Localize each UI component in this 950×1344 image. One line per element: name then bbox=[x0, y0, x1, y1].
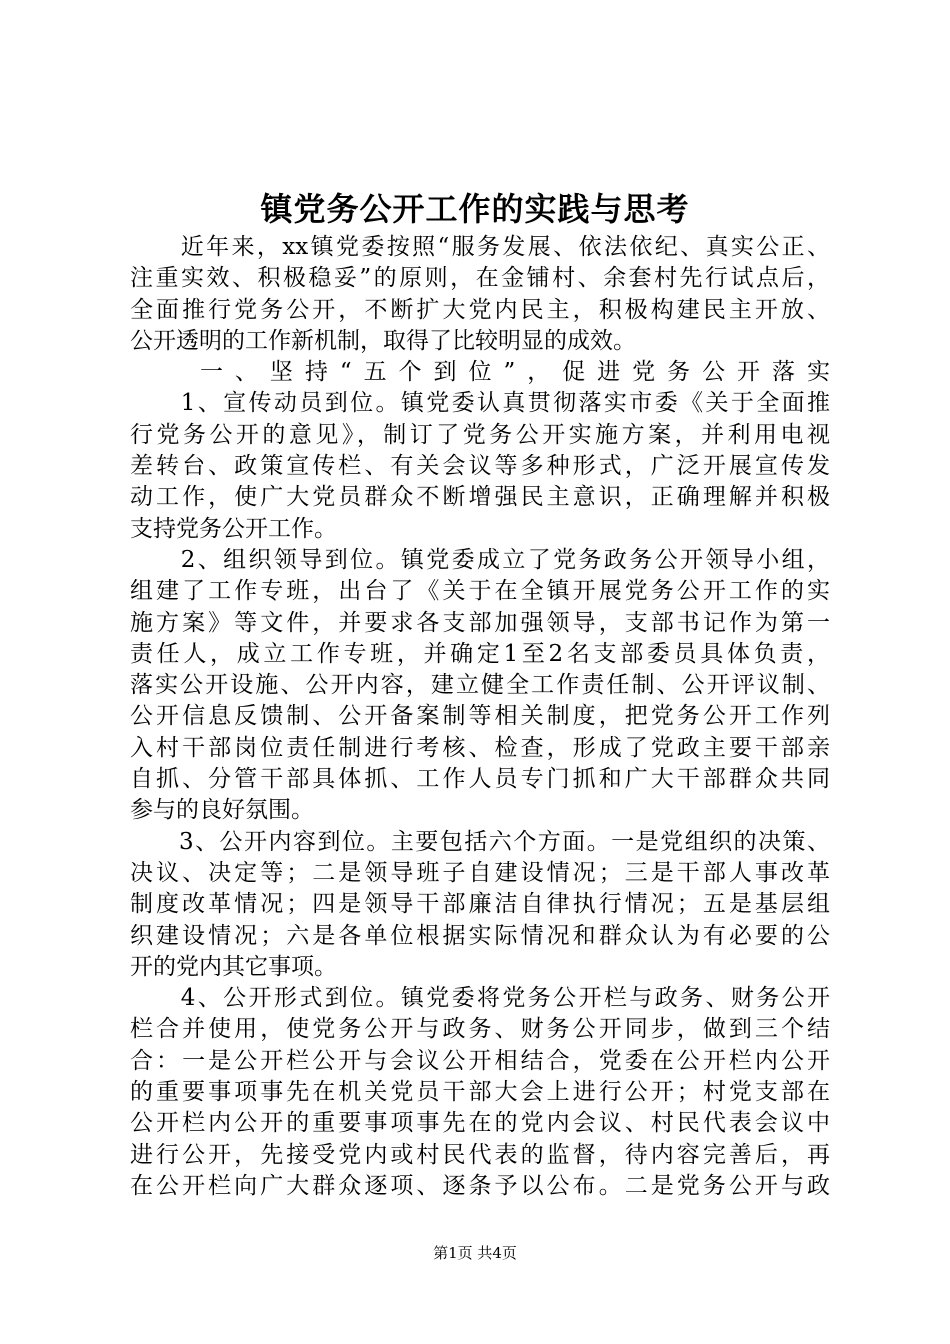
text-line: 栏合并使用，使党务公开与政务、财务公开同步，做到三个结 bbox=[130, 1016, 830, 1043]
text-line: 公开栏内公开的重要事项事先在的党内会议、村民代表会议中 bbox=[130, 1110, 830, 1137]
text-line: 支持党务公开工作。 bbox=[130, 515, 337, 542]
text-line: 开的党内其它事项。 bbox=[130, 953, 337, 980]
text-line: 2、组织领导到位。镇党委成立了党务政务公开领导小组， bbox=[130, 546, 830, 573]
text-line: 公开信息反馈制、公开备案制等相关制度，把党务公开工作列 bbox=[130, 703, 830, 730]
text-line: 1、宣传动员到位。镇党委认真贯彻落实市委《关于全面推 bbox=[130, 390, 830, 417]
text-line: 公开透明的工作新机制，取得了比较明显的成效。 bbox=[130, 327, 636, 354]
text-line: 自抓、分管干部具体抓、工作人员专门抓和广大干部群众共同 bbox=[130, 766, 830, 793]
text-line: 进行公开，先接受党内或村民代表的监督，待内容完善后，再 bbox=[130, 1141, 830, 1168]
document-title: 镇党务公开工作的实践与思考 bbox=[260, 190, 690, 228]
text-line: 行党务公开的意见》，制订了党务公开实施方案，并利用电视 bbox=[130, 421, 830, 448]
text-line: 合：一是公开栏公开与会议公开相结合，党委在公开栏内公开 bbox=[130, 1047, 830, 1074]
text-line: 4、公开形式到位。镇党委将党务公开栏与政务、财务公开 bbox=[130, 985, 830, 1012]
text-line: 差转台、政策宣传栏、有关会议等多种形式，广泛开展宣传发 bbox=[130, 453, 830, 480]
text-line: 织建设情况；六是各单位根据实际情况和群众认为有必要的公 bbox=[130, 922, 830, 949]
text-line: 动工作，使广大党员群众不断增强民主意识，正确理解并积极 bbox=[130, 484, 830, 511]
text-line: 的重要事项事先在机关党员干部大会上进行公开；村党支部在 bbox=[130, 1079, 830, 1106]
text-line: 注重实效、积极稳妥”的原则，在金铺村、余套村先行试点后， bbox=[130, 265, 830, 292]
text-line: 制度改革情况；四是领导干部廉洁自律执行情况；五是基层组 bbox=[130, 891, 830, 918]
text-line: 全面推行党务公开，不断扩大党内民主，积极构建民主开放、 bbox=[130, 296, 830, 323]
text-line: 责任人，成立工作专班，并确定1至2名支部委员具体负责， bbox=[130, 640, 830, 667]
text-line: 一、坚持“五个到位”，促进党务公开落实 bbox=[130, 359, 830, 386]
document-body bbox=[130, 232, 830, 1202]
text-line: 入村干部岗位责任制进行考核、检查，形成了党政主要干部亲 bbox=[130, 734, 830, 761]
text-line: 组建了工作专班，出台了《关于在全镇开展党务公开工作的实 bbox=[130, 578, 830, 605]
text-line: 近年来，xx镇党委按照“服务发展、依法依纪、真实公正、 bbox=[130, 234, 830, 260]
text-line: 3、公开内容到位。主要包括六个方面。一是党组织的决策、 bbox=[130, 828, 830, 855]
text-line: 决议、决定等；二是领导班子自建设情况；三是干部人事改革 bbox=[130, 859, 830, 886]
text-line: 参与的良好氛围。 bbox=[130, 797, 314, 824]
page-footer: 第1页 共4页 bbox=[433, 1244, 517, 1262]
text-line: 落实公开设施、公开内容，建立健全工作责任制、公开评议制、 bbox=[130, 672, 830, 699]
text-line: 在公开栏向广大群众逐项、逐条予以公布。二是党务公开与政 bbox=[130, 1172, 830, 1199]
text-line: 施方案》等文件，并要求各支部加强领导，支部书记作为第一 bbox=[130, 609, 830, 636]
